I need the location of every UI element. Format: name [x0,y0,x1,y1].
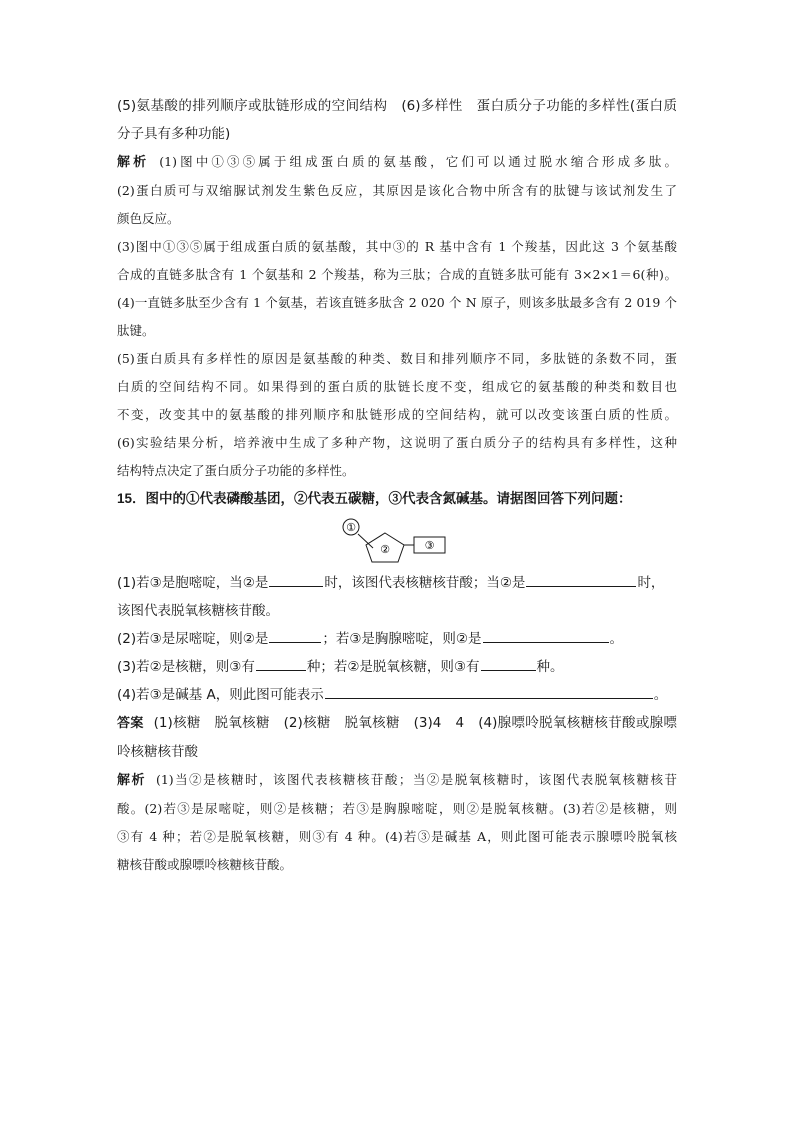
answer-label: 答案 [117,716,144,731]
nucleotide-diagram-svg [117,513,677,569]
answer-14-line: (5)氨基酸的排列顺序或肽链形成的空间结构 (6)多样性 蛋白质分子功能的多样性(蛋白质 [117,98,677,114]
nucleotide-diagram [117,513,677,569]
base-label: ③ [424,539,435,552]
answer-blank[interactable] [481,655,536,671]
explanation-14-p5: (5)蛋白质具有多样性的原因是氨基酸的种类、数目和排列顺序不同，多肽链的条数不同，蛋 [117,351,677,366]
answer-15: 呤核糖核苷酸 [117,744,198,760]
explanation-label: 解析 [117,773,146,788]
explanation-15: 酸。(2)若③是尿嘧啶，则②是核糖；若③是胸腺嘧啶，则②是脱氧核糖。(3)若②是核糖，则 [117,801,677,816]
document-content [117,92,677,879]
explanation-label: 解析 [117,155,150,170]
explanation-14-p3: (3)图中①③⑤属于组成蛋白质的氨基酸，其中③的 R 基中含有 1 个羧基，因此这 3 个氨基酸 [117,239,677,254]
explanation-14-p2: 颜色反应。 [117,211,180,226]
explanation-14-p6: (6)实验结果分析，培养液中生成了多种产物，这说明了蛋白质分子的结构具有多样性，这种 [117,435,677,450]
question-15-part-3: (3)若②是核糖，则③有 种；若②是脱氧核糖，则③有 种。 [117,653,677,681]
explanation-14-p6: 结构特点决定了蛋白质分子功能的多样性。 [117,463,355,478]
answer-blank[interactable] [256,655,306,671]
sugar-label: ② [380,543,390,556]
question-15-part-2: (2)若③是尿嘧啶，则②是 ；若③是胸腺嘧啶，则②是 。 [117,625,677,653]
phosphate-bond-line [358,534,373,548]
question-15-part-1: (1)若③是胞嘧啶，当②是 时，该图代表核糖核苷酸；当②是 时， [117,569,677,597]
explanation-14-p5: 白质的空间结构不同。如果得到的蛋白质的肽链长度不变，组成它的氨基酸的种类和数目也 [117,379,677,394]
phosphate-label: ① [346,521,356,534]
explanation-14-p4: 肽键。 [117,323,155,338]
answer-15: 答案 (1)核糖 脱氧核糖 (2)核糖 脱氧核糖 (3)4 4 (4)腺嘌呤脱氧核糖核苷酸或腺嘌 [117,715,677,731]
question-15-stem: 15．图中的①代表磷酸基团，②代表五碳糖，③代表含氮碱基。请据图回答下列问题： [117,491,632,506]
answer-14-line: 分子具有多种功能) [117,126,231,142]
answer-blank[interactable] [526,571,636,587]
answer-blank[interactable] [325,683,653,699]
explanation-15: 解析 (1)当②是核糖时，该图代表核糖核苷酸；当②是脱氧核糖时，该图代表脱氧核糖核苷 [117,772,677,788]
question-15-part-4: (4)若③是碱基 A，则此图可能表示 。 [117,681,677,709]
explanation-14-p5: 不变，改变其中的氨基酸的排列顺序和肽链形成的空间结构，就可以改变该蛋白质的性质。 [117,407,677,422]
question-15-part-1: 该图代表脱氧核糖核苷酸。 [117,603,279,619]
explanation-14-p2: (2)蛋白质可与双缩脲试剂发生紫色反应，其原因是该化合物中所含有的肽键与该试剂发生了 [117,183,677,198]
answer-blank[interactable] [269,571,323,587]
answer-blank[interactable] [483,627,609,643]
explanation-14-p4: (4)一直链多肽至少含有 1 个氨基，若该直链多肽含 2 020 个 N 原子，则该多肽最多含有 2 019 个 [117,295,677,310]
explanation-15: 糖核苷酸或腺嘌呤核糖核苷酸。 [117,857,293,872]
explanation-14-p1: 解析 (1)图中①③⑤属于组成蛋白质的氨基酸，它们可以通过脱水缩合形成多肽。 [117,154,677,170]
answer-blank[interactable] [269,627,321,643]
explanation-15: ③有 4 种；若②是脱氧核糖，则③有 4 种。(4)若③是碱基 A，则此图可能表示腺嘌呤脱氧核 [117,829,677,844]
explanation-14-p3: 合成的直链多肽含有 1 个氨基和 2 个羧基，称为三肽；合成的直链多肽可能有 3×2×1＝6(种)。 [117,267,677,282]
